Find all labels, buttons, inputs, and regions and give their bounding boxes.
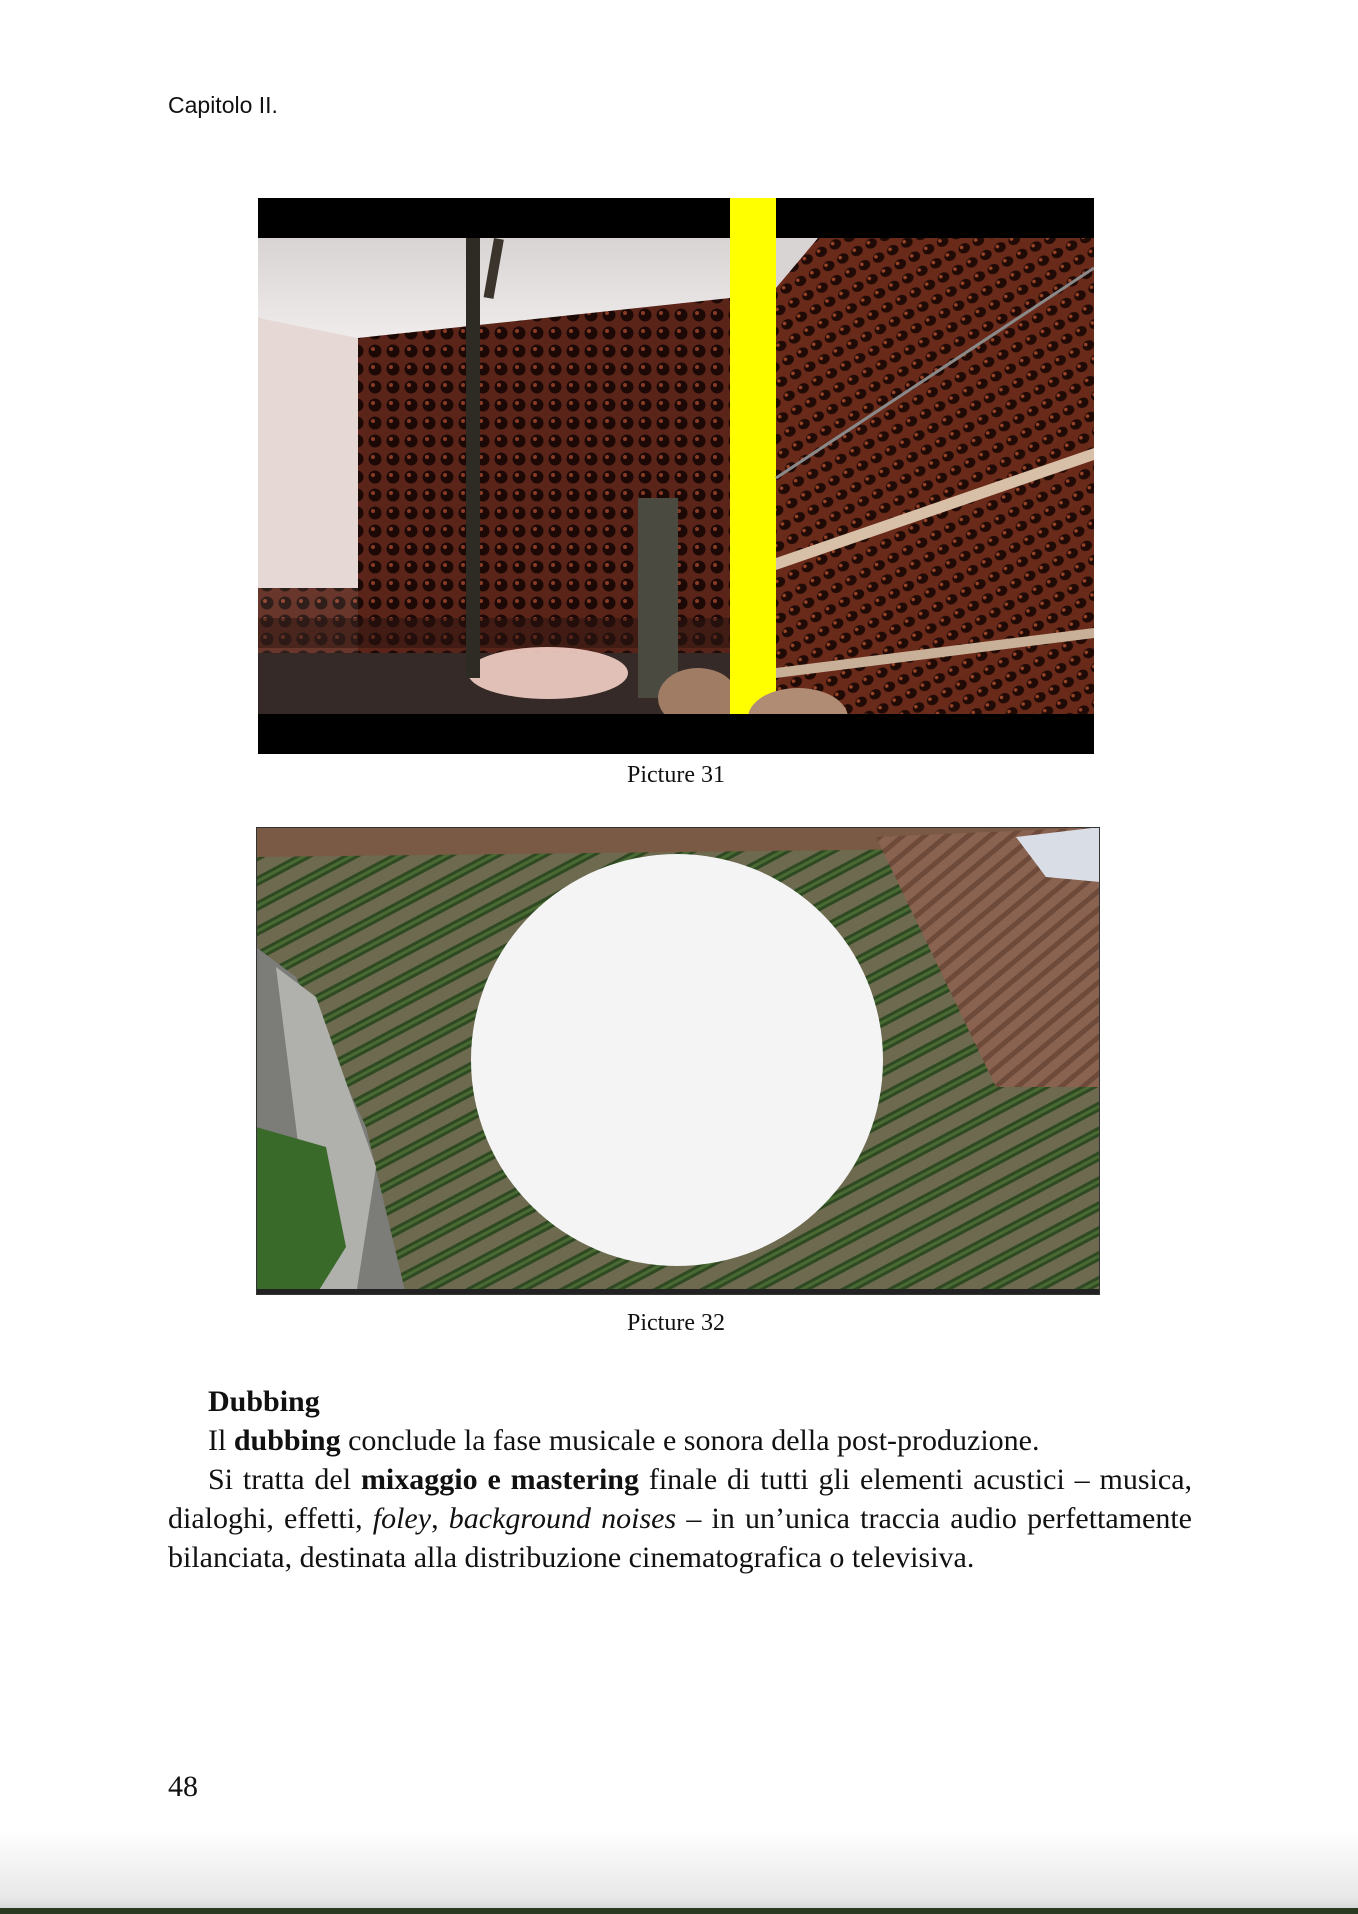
running-head: Capitolo II. xyxy=(168,92,278,118)
figure-picture-31 xyxy=(258,198,1094,754)
caption-picture-32: Picture 32 xyxy=(627,1310,725,1336)
figure-picture-32 xyxy=(256,827,1100,1295)
body-text xyxy=(168,1382,1192,1577)
caption-picture-31: Picture 31 xyxy=(627,762,725,788)
page-bottom-shadow xyxy=(0,1830,1358,1914)
term-mixaggio-mastering: mixaggio e mastering xyxy=(360,1463,639,1496)
page-number: 48 xyxy=(168,1770,198,1803)
term-dubbing: dubbing xyxy=(233,1424,341,1457)
term-foley: foley xyxy=(372,1502,432,1535)
section-heading: Dubbing xyxy=(208,1385,320,1418)
page-bottom-strip xyxy=(0,1908,1358,1914)
circle-mask xyxy=(471,854,883,1266)
wine-cellar-image xyxy=(258,198,1094,754)
paragraph-2: Si tratta del mixaggio e mastering finale di tutti gli elementi acustici – musica, dialoghi, effetti, foley, background noises – in un’unica traccia audio perfettamente bilanciata, destinata alla distribuzione cinematografica o televisiva. xyxy=(168,1463,1193,1574)
term-background-noises: background noises xyxy=(448,1502,677,1535)
yellow-wipe-bar xyxy=(730,198,776,754)
paragraph-1: Il dubbing conclude la fase musicale e sonora della post-produzione. xyxy=(208,1424,1040,1457)
vineyard-image xyxy=(256,827,1100,1295)
